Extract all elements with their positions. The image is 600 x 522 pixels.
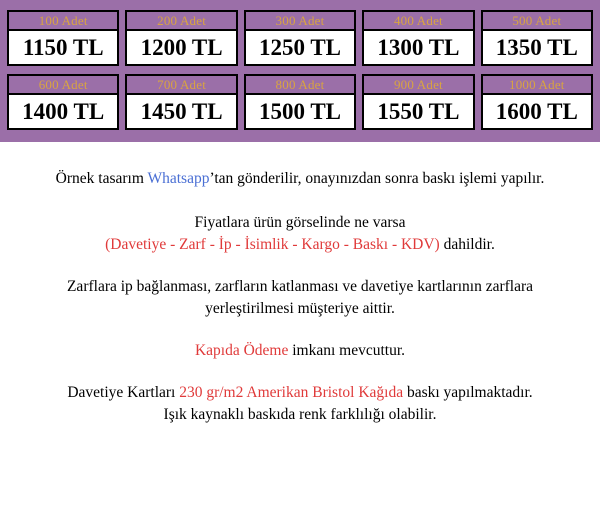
note-paper-tail: baskı yapılmaktadır.: [403, 384, 533, 401]
note-paper-highlight: 230 gr/m2 Amerikan Bristol Kağıda: [179, 384, 404, 401]
quantity-label: 300 Adet: [246, 12, 354, 31]
price-value: 1550 TL: [377, 99, 460, 124]
price-cell-600[interactable]: [7, 74, 119, 130]
price-value: 1500 TL: [258, 99, 342, 124]
pricing-row: [7, 74, 593, 130]
note-assembly-line-1: Zarflara ip bağlanması, zarfların katlanması ve davetiye kartlarının zarflara: [66, 278, 534, 295]
price-cell-400[interactable]: [362, 10, 474, 66]
note-included-line-1: Fiyatlara ürün görselinde ne varsa: [194, 214, 406, 231]
note-paper: [14, 382, 586, 426]
pricing-row: [7, 10, 593, 66]
quantity-label: 400 Adet: [364, 12, 472, 31]
note-whatsapp-text-2: ’tan gönderilir, onayınızdan sonra baskı işlemi yapılır.: [209, 170, 545, 187]
price-value: 1600 TL: [495, 99, 578, 124]
quantity-label: 900 Adet: [364, 76, 472, 95]
quantity-label: 600 Adet: [9, 76, 117, 95]
price-cell-1000[interactable]: [481, 74, 593, 130]
price-value: 1200 TL: [140, 35, 223, 60]
note-payment: [14, 340, 586, 362]
note-assembly-line-2: yerleştirilmesi müşteriye aittir.: [205, 300, 395, 317]
note-included-line-2: [14, 234, 586, 256]
note-included-tail: dahildir.: [439, 236, 495, 253]
quantity-label: 1000 Adet: [483, 76, 591, 95]
price-cell-100[interactable]: [7, 10, 119, 66]
price-value: 1300 TL: [377, 35, 460, 60]
quantity-label: 200 Adet: [127, 12, 235, 31]
note-paper-line-2: Işık kaynaklı baskıda renk farklılığı olabilir.: [163, 406, 437, 423]
quantity-label: 100 Adet: [9, 12, 117, 31]
price-value: 1250 TL: [258, 35, 342, 60]
price-cell-900[interactable]: [362, 74, 474, 130]
price-value: 1150 TL: [22, 35, 104, 60]
quantity-label: 700 Adet: [127, 76, 235, 95]
price-cell-700[interactable]: [125, 74, 237, 130]
note-whatsapp: [14, 168, 586, 190]
note-paper-line-1: [14, 382, 586, 404]
price-value: 1400 TL: [22, 99, 105, 124]
note-whatsapp-text-1: Örnek tasarım: [55, 170, 148, 187]
info-notes: [0, 142, 600, 426]
price-cell-800[interactable]: [244, 74, 356, 130]
note-whatsapp-highlight: Whatsapp: [147, 170, 210, 187]
price-cell-300[interactable]: [244, 10, 356, 66]
price-cell-200[interactable]: [125, 10, 237, 66]
note-included-highlight: (Davetiye - Zarf - İp - İsimlik - Kargo - Baskı - KDV): [105, 236, 440, 253]
note-payment-highlight: Kapıda Ödeme: [194, 342, 289, 359]
note-assembly: [14, 276, 586, 320]
price-value: 1350 TL: [495, 35, 578, 60]
price-value: 1450 TL: [140, 99, 223, 124]
quantity-label: 500 Adet: [483, 12, 591, 31]
quantity-label: 800 Adet: [246, 76, 354, 95]
pricing-panel: [0, 0, 600, 142]
note-included: [14, 212, 586, 256]
price-cell-500[interactable]: [481, 10, 593, 66]
note-payment-tail: imkanı mevcuttur.: [288, 342, 406, 359]
note-paper-head: Davetiye Kartları: [67, 384, 180, 401]
